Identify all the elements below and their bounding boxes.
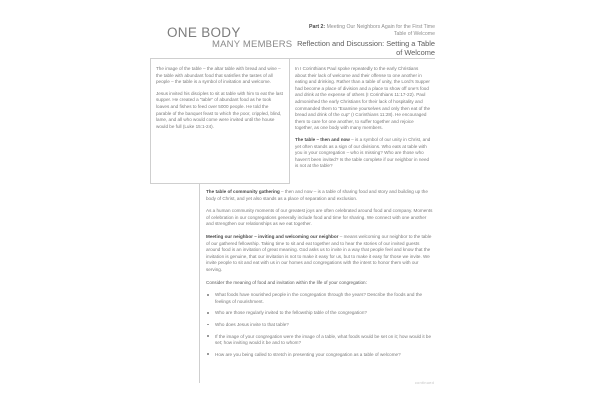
discussion-question-list [206, 292, 434, 358]
list-item [206, 322, 434, 329]
divider-column-middle [289, 58, 290, 183]
question-text: Who are those regularly invited to the fellowship table of the congregation? [215, 310, 367, 316]
page-title-line-1: Reflection and Discussion: Setting a Table [297, 38, 435, 48]
body-paragraph-3-lead: Meeting our neighbor – inviting and welcoming our neighbor [206, 233, 339, 239]
bullet-icon [207, 324, 209, 326]
left-column [156, 66, 284, 135]
section-line: Table of Welcome [393, 31, 435, 38]
discussion-prompt: Consider the meaning of food and invitation within the life of your congregation: [206, 279, 367, 285]
list-item [206, 352, 434, 359]
list-item [206, 292, 434, 305]
part-title: Meeting Our Neighbors Again for the First Time [325, 24, 435, 30]
page-header [0, 0, 600, 58]
body-paragraph-3-rest: – means welcoming our neighbor to the table of our gathered fellowship. Taking time to sit and eat together and to hear the stories of our invited guests around food is an invitation of great meaning. God asks us to invite in a way that people feel and know that the invitation is genuine, that our invitation is not to make it easy for us, but to make it easy for those we invite. We invite people to sit and eat with us in our homes and congregations with the intent to honor them with our serving. [206, 233, 432, 272]
question-text: How are you being called to stretch in presenting your congregation as a table of welcome? [215, 351, 401, 357]
right-paragraph-2-lead: The table – then and now [295, 136, 350, 142]
bullet-icon [207, 294, 209, 296]
divider-left-upper [150, 58, 151, 183]
publication-logo [167, 25, 293, 50]
right-paragraph-1: In I Corinthians Paul spoke repeatedly to the early Christians about their lack of welcome and their offense to one another in eating and drinking. Rather than a table of unity, the Lord’s Supper had become a place of division and a place to show off one’s food and drink at the expense of others (I Corinthians 11:17-22). Paul admonished the early Christians for their lack of hospitality and commanded them to “Examine yourselves and only then eat of the bread and drink of the cup” (I Corinthians 11:28). He encouraged them to care for one another, to suffer together and rejoice together, as one body with many members. [295, 66, 431, 131]
body-paragraph-2: As a human community moments of our greatest joys are often celebrated around food and company. Moments of celebration in our congregations generally include food and time for sharing. We connect with one another and strengthen our relationships as we eat together. [206, 208, 433, 227]
left-paragraph-2: Jesus invited his disciples to sit at table with him to eat the last supper. He created a “table” of abundant food as he took loaves and fishes to feed over 5000 people. He told the parable of the banquet feast to which the poor, crippled, blind, lame, and all who would come were invited until the house would be full (Luke 15:1-24). [156, 90, 283, 129]
question-text: What foods have nourished people in the congregation through the years? Describe the foods and the feelings of nourishment. [215, 292, 423, 304]
list-item [206, 334, 434, 347]
footer-continued: continued [414, 380, 434, 385]
right-paragraph-2-rest: – is a symbol of our unity in Christ, and yet often stands as a sign of our divisions. Who eats at table with you in your congregation – who is missing? Who are those who haven’t been invited? Is the table complete if our neighbor in need is not at the table? [295, 136, 431, 169]
body-paragraph-1 [206, 189, 434, 202]
left-paragraph-1: The image of the table – the altar table with bread and wine – the table with abundant food that satisfies the tastes of all people – the table is a symbol of invitation and welcome. [156, 66, 281, 85]
divider-top [150, 58, 435, 59]
bullet-icon [207, 353, 209, 355]
main-body [206, 189, 434, 363]
body-paragraph-3 [206, 234, 434, 274]
divider-left-bottom [150, 183, 290, 184]
right-paragraph-2 [295, 137, 431, 170]
bullet-icon [207, 335, 209, 337]
divider-left-lower [199, 183, 200, 383]
bullet-icon [207, 312, 209, 314]
page-title-line-2: of Welcome [396, 48, 435, 58]
logo-line-one: ONE BODY [167, 25, 241, 40]
right-column [295, 66, 431, 175]
logo-line-two: MANY MEMBERS [212, 39, 293, 50]
header-title-block [290, 24, 435, 58]
list-item [206, 310, 434, 317]
body-paragraph-1-lead: The table of community gathering [206, 189, 280, 194]
part-label: Part 2: [308, 24, 326, 30]
part-line [290, 24, 435, 31]
question-text: Who does Jesus invite to that table? [215, 321, 289, 327]
body-paragraph-1-rest: – then and now – is a table of sharing food and story and building up the body of Christ, and yet also stands as a place of separation and exclusion. [206, 189, 428, 201]
question-text: If the image of your congregation were the image of a table, what foods would be set on it; how would it be set; how inviting would it be and to whom? [215, 333, 432, 346]
